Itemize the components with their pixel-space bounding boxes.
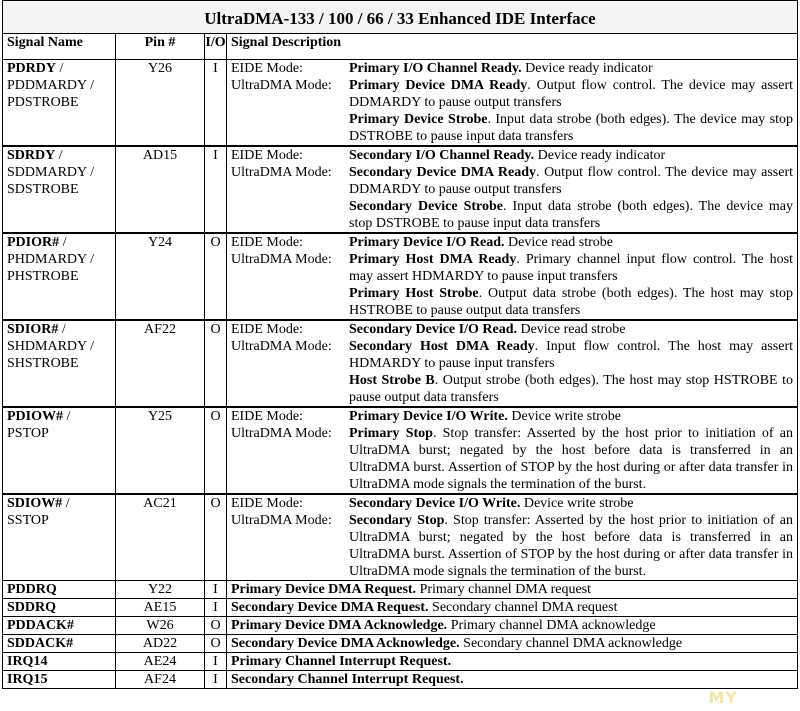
eide-desc-text: Device write strobe — [520, 496, 634, 511]
udma-desc-text: . Stop transfer: Asserted by the host prior to initiation of an UltraDMA burst; negated by the host before data is transferred in an UltraDMA burst. Assertion of STOP by the host during or after data transfer in UltraDMA mode signals the termination of the burst. — [349, 426, 793, 492]
eide-desc-text: Device read strobe — [516, 322, 626, 337]
signal-name-cell — [3, 320, 116, 407]
simple-desc-title: Secondary Device DMA Request. — [231, 600, 429, 615]
signal-name-cell — [3, 60, 116, 147]
simple-pin-cell: W26 — [116, 617, 205, 635]
simple-desc-text: Secondary channel DMA acknowledge — [459, 636, 683, 651]
signal-name-alt-1: PHDMARDY / — [7, 252, 94, 267]
third-desc-text: . Output data strobe (both edges). The host may stop HSTROBE to pause output data transfers — [349, 286, 793, 318]
udma-mode-label: UltraDMA Mode: — [231, 78, 332, 93]
udma-desc-title: Primary Device DMA Ready — [349, 78, 528, 93]
signal-name-cell — [3, 494, 116, 581]
io-cell: O — [205, 407, 227, 494]
simple-pin-cell: AE24 — [116, 653, 205, 671]
signal-name-alt-1: PSTOP — [7, 426, 49, 441]
third-desc-text: . Output strobe (both edges). The host may stop HSTROBE to pause output data transfers — [349, 373, 793, 405]
signal-row — [3, 407, 798, 494]
eide-desc-title: Secondary I/O Channel Ready. — [349, 148, 535, 163]
simple-signal-row — [3, 581, 798, 599]
signal-name-cell — [3, 407, 116, 494]
simple-io-cell: I — [205, 653, 227, 671]
eide-desc-title: Primary Device I/O Read. — [349, 235, 505, 250]
simple-desc-text: Secondary channel DMA request — [428, 600, 618, 615]
signal-name-alt-1: SHDMARDY / — [7, 339, 94, 354]
signal-name-sep: / — [55, 148, 63, 163]
eide-desc-title: Secondary Device I/O Write. — [349, 496, 521, 511]
signal-name-sep: / — [58, 322, 66, 337]
udma-mode-label: UltraDMA Mode: — [231, 252, 332, 267]
pin-cell: AD15 — [116, 146, 205, 233]
signal-name-alt-2: PHSTROBE — [7, 269, 79, 284]
simple-signal-row — [3, 653, 798, 671]
signal-name-primary: PDRDY — [7, 61, 56, 76]
signal-name-alt-1: SSTOP — [7, 513, 49, 528]
simple-signal-name: SDDACK# — [3, 635, 116, 653]
signal-name-primary: SDRDY — [7, 148, 56, 163]
io-cell: O — [205, 320, 227, 407]
simple-io-cell: O — [205, 617, 227, 635]
pin-cell: Y26 — [116, 60, 205, 147]
udma-mode-label: UltraDMA Mode: — [231, 426, 332, 441]
header-description: Signal Description — [227, 34, 798, 60]
simple-signal-name: SDDRQ — [3, 599, 116, 617]
signal-name-alt-1: SDDMARDY / — [7, 165, 94, 180]
third-desc-text: . Input data strobe (both edges). The device may stop DSTROBE to pause input data transfers — [349, 199, 793, 231]
signal-row — [3, 233, 798, 320]
simple-pin-cell: Y22 — [116, 581, 205, 599]
header-io: I/O — [205, 34, 227, 60]
signal-name-primary: PDIOW# — [7, 409, 63, 424]
simple-signal-name: PDDACK# — [3, 617, 116, 635]
simple-desc-title: Primary Device DMA Request. — [231, 582, 417, 597]
ide-interface-table — [2, 0, 798, 689]
pin-cell: Y25 — [116, 407, 205, 494]
third-desc-title: Primary Device Strobe — [349, 112, 488, 127]
eide-mode-label: EIDE Mode: — [231, 409, 303, 424]
third-desc-title: Secondary Device Strobe — [349, 199, 503, 214]
third-desc-text: . Input data strobe (both edges). The device may stop DSTROBE to pause input data transfers — [349, 112, 793, 144]
udma-desc-title: Secondary Host DMA Ready — [349, 339, 535, 354]
signal-name-primary: SDIOR# — [7, 322, 59, 337]
udma-mode-label: UltraDMA Mode: — [231, 165, 332, 180]
description-cell — [227, 233, 798, 320]
simple-description-cell — [227, 671, 798, 689]
simple-desc-text: Primary channel DMA request — [416, 582, 592, 597]
description-cell — [227, 494, 798, 581]
udma-desc-text: . Stop transfer: Asserted by the host prior to initiation of an UltraDMA burst; negated by the host before data is transferred in an UltraDMA burst. Assertion of STOP by the host during or after data transfer in UltraDMA mode signals the termination of the burst. — [349, 513, 793, 579]
signal-row — [3, 146, 798, 233]
eide-mode-label: EIDE Mode: — [231, 61, 303, 76]
simple-signal-name: PDDRQ — [3, 581, 116, 599]
third-desc-title: Primary Host Strobe — [349, 286, 479, 301]
signal-row — [3, 60, 798, 147]
simple-io-cell: I — [205, 671, 227, 689]
signal-name-alt-2: SHSTROBE — [7, 356, 79, 371]
signal-row — [3, 494, 798, 581]
simple-pin-cell: AF24 — [116, 671, 205, 689]
simple-desc-text: Primary channel DMA acknowledge — [447, 618, 656, 633]
udma-desc-title: Secondary Device DMA Ready — [349, 165, 537, 180]
signal-name-alt-2: SDSTROBE — [7, 182, 79, 197]
simple-signal-name: IRQ14 — [3, 653, 116, 671]
simple-desc-title: Primary Channel Interrupt Request. — [231, 654, 452, 669]
eide-mode-label: EIDE Mode: — [231, 322, 303, 337]
signal-name-cell — [3, 146, 116, 233]
udma-desc-text: . Input flow control. The host may assert HDMARDY to pause input transfers — [349, 339, 794, 371]
description-cell — [227, 407, 798, 494]
udma-desc-title: Primary Stop — [349, 426, 433, 441]
simple-description-cell — [227, 581, 798, 599]
io-cell: I — [205, 60, 227, 147]
simple-desc-title: Primary Device DMA Acknowledge. — [231, 618, 448, 633]
signal-name-primary: SDIOW# — [7, 496, 63, 511]
header-signal-name: Signal Name — [3, 34, 116, 60]
eide-mode-label: EIDE Mode: — [231, 496, 303, 511]
simple-description-cell — [227, 617, 798, 635]
io-cell: O — [205, 494, 227, 581]
description-cell — [227, 146, 798, 233]
description-cell — [227, 320, 798, 407]
eide-desc-text: Device ready indicator — [521, 61, 653, 76]
signal-name-primary: PDIOR# — [7, 235, 60, 250]
signal-name-sep: / — [59, 235, 67, 250]
simple-description-cell — [227, 653, 798, 671]
eide-desc-text: Device read strobe — [504, 235, 613, 250]
simple-pin-cell: AD22 — [116, 635, 205, 653]
udma-desc-title: Secondary Stop — [349, 513, 445, 528]
eide-desc-text: Device ready indicator — [534, 148, 666, 163]
eide-desc-title: Primary I/O Channel Ready. — [349, 61, 522, 76]
signal-row — [3, 320, 798, 407]
watermark-logo: MY — [708, 688, 738, 707]
simple-signal-name: IRQ15 — [3, 671, 116, 689]
udma-desc-text: . Primary channel input flow control. The host may assert HDMARDY to pause input transfers — [349, 252, 793, 284]
third-desc-title: Host Strobe B — [349, 373, 435, 388]
simple-signal-row — [3, 671, 798, 689]
udma-mode-label: UltraDMA Mode: — [231, 339, 332, 354]
simple-description-cell — [227, 635, 798, 653]
signal-name-alt-2: PDSTROBE — [7, 95, 79, 110]
pin-cell: AF22 — [116, 320, 205, 407]
table-title: UltraDMA-133 / 100 / 66 / 33 Enhanced IDE Interface — [3, 1, 798, 34]
header-row — [3, 34, 798, 60]
simple-io-cell: O — [205, 635, 227, 653]
header-pin: Pin # — [116, 34, 205, 60]
simple-signal-row — [3, 617, 798, 635]
simple-description-cell — [227, 599, 798, 617]
eide-desc-title: Primary Device I/O Write. — [349, 409, 508, 424]
io-cell: I — [205, 146, 227, 233]
eide-desc-title: Secondary Device I/O Read. — [349, 322, 517, 337]
signal-name-sep: / — [56, 61, 64, 76]
pin-cell: Y24 — [116, 233, 205, 320]
simple-desc-title: Secondary Device DMA Acknowledge. — [231, 636, 460, 651]
signal-name-cell — [3, 233, 116, 320]
eide-desc-text: Device write strobe — [507, 409, 621, 424]
signal-name-alt-1: PDDMARDY / — [7, 78, 94, 93]
signal-name-sep: / — [63, 409, 71, 424]
udma-desc-text: . Output flow control. The device may assert DDMARDY to pause output transfers — [349, 165, 794, 197]
simple-pin-cell: AE15 — [116, 599, 205, 617]
io-cell: O — [205, 233, 227, 320]
udma-mode-label: UltraDMA Mode: — [231, 513, 332, 528]
pin-cell: AC21 — [116, 494, 205, 581]
signal-name-sep: / — [62, 496, 70, 511]
description-cell — [227, 60, 798, 147]
simple-io-cell: I — [205, 581, 227, 599]
simple-signal-row — [3, 635, 798, 653]
simple-signal-row — [3, 599, 798, 617]
eide-mode-label: EIDE Mode: — [231, 148, 303, 163]
udma-desc-text: . Output flow control. The device may assert DDMARDY to pause output transfers — [349, 78, 793, 110]
udma-desc-title: Primary Host DMA Ready — [349, 252, 517, 267]
document-page — [2, 0, 798, 711]
simple-desc-title: Secondary Channel Interrupt Request. — [231, 672, 464, 687]
simple-io-cell: I — [205, 599, 227, 617]
eide-mode-label: EIDE Mode: — [231, 235, 303, 250]
